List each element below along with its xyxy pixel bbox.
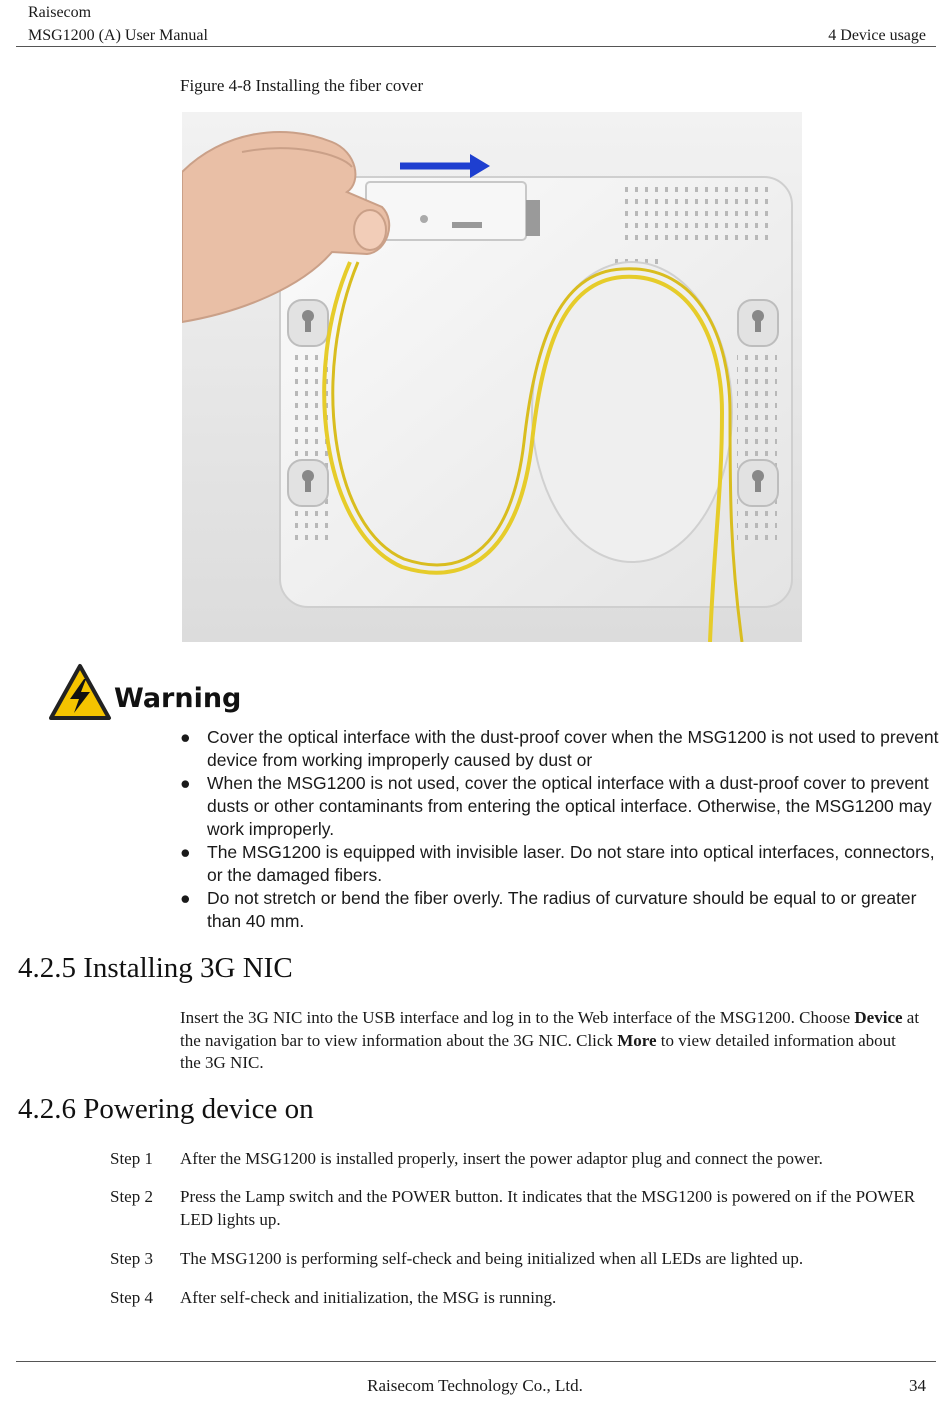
step-text: The MSG1200 is performing self-check and being initialized when all LEDs are lighted up.	[180, 1249, 804, 1268]
bold-more: More	[617, 1030, 657, 1050]
section-heading-4-2-6: 4.2.6 Powering device on	[18, 1093, 314, 1125]
step-label: Step 4	[110, 1288, 153, 1307]
figure-caption: Figure 4-8 Installing the fiber cover	[180, 76, 424, 95]
header-manual-title: MSG1200 (A) User Manual	[28, 27, 208, 44]
warning-item: ● Cover the optical interface with the dust-proof cover when the MSG1200 is not used to prevent device from working improperly caused by dust or	[180, 727, 939, 770]
warning-item: ● The MSG1200 is equipped with invisible laser. Do not stare into optical interfaces, connectors, or the damaged fibers.	[180, 842, 935, 885]
footer-divider	[16, 1361, 936, 1362]
warning-item: ● When the MSG1200 is not used, cover the optical interface with a dust-proof cover to prevent dusts or other contaminants from entering the optical interface. Otherwise, the MSG1200 may work improperly.	[180, 773, 932, 839]
section-4-2-5-paragraph: Insert the 3G NIC into the USB interface and log in to the Web interface of the MSG1200. Choose Device at the navigation bar to view information about the 3G NIC. Click More to view detailed information about the 3G NIC.	[180, 1008, 920, 1072]
warning-label: Warning	[114, 683, 242, 714]
bold-device: Device	[854, 1008, 903, 1027]
fiber-cover-photo	[182, 112, 802, 642]
page-number: 34	[909, 1376, 926, 1395]
warning-item: ● Do not stretch or bend the fiber overly. The radius of curvature should be equal to or greater than 40 mm.	[180, 888, 917, 931]
step-text: Press the Lamp switch and the POWER button. It indicates that the MSG1200 is powered on if the POWER LED lights up.	[180, 1187, 916, 1229]
step-text: After the MSG1200 is installed properly, insert the power adaptor plug and connect the power.	[180, 1149, 823, 1168]
step-label: Step 2	[110, 1187, 153, 1206]
footer-company: Raisecom Technology Co., Ltd.	[367, 1376, 583, 1395]
warning-triangle-icon	[48, 663, 112, 721]
device-illustration	[182, 112, 802, 642]
header-divider	[16, 46, 936, 47]
step-label: Step 3	[110, 1249, 153, 1268]
bullet: ●	[180, 842, 191, 862]
step-label: Step 1	[110, 1149, 153, 1168]
bullet: ●	[180, 773, 191, 793]
bullet: ●	[180, 727, 191, 747]
step-text: After self-check and initialization, the MSG is running.	[180, 1288, 557, 1307]
warning-list	[180, 726, 940, 933]
header-company: Raisecom	[28, 4, 92, 21]
bullet: ●	[180, 888, 191, 908]
header-chapter: 4 Device usage	[828, 27, 926, 44]
section-heading-4-2-5: 4.2.5 Installing 3G NIC	[18, 952, 293, 984]
